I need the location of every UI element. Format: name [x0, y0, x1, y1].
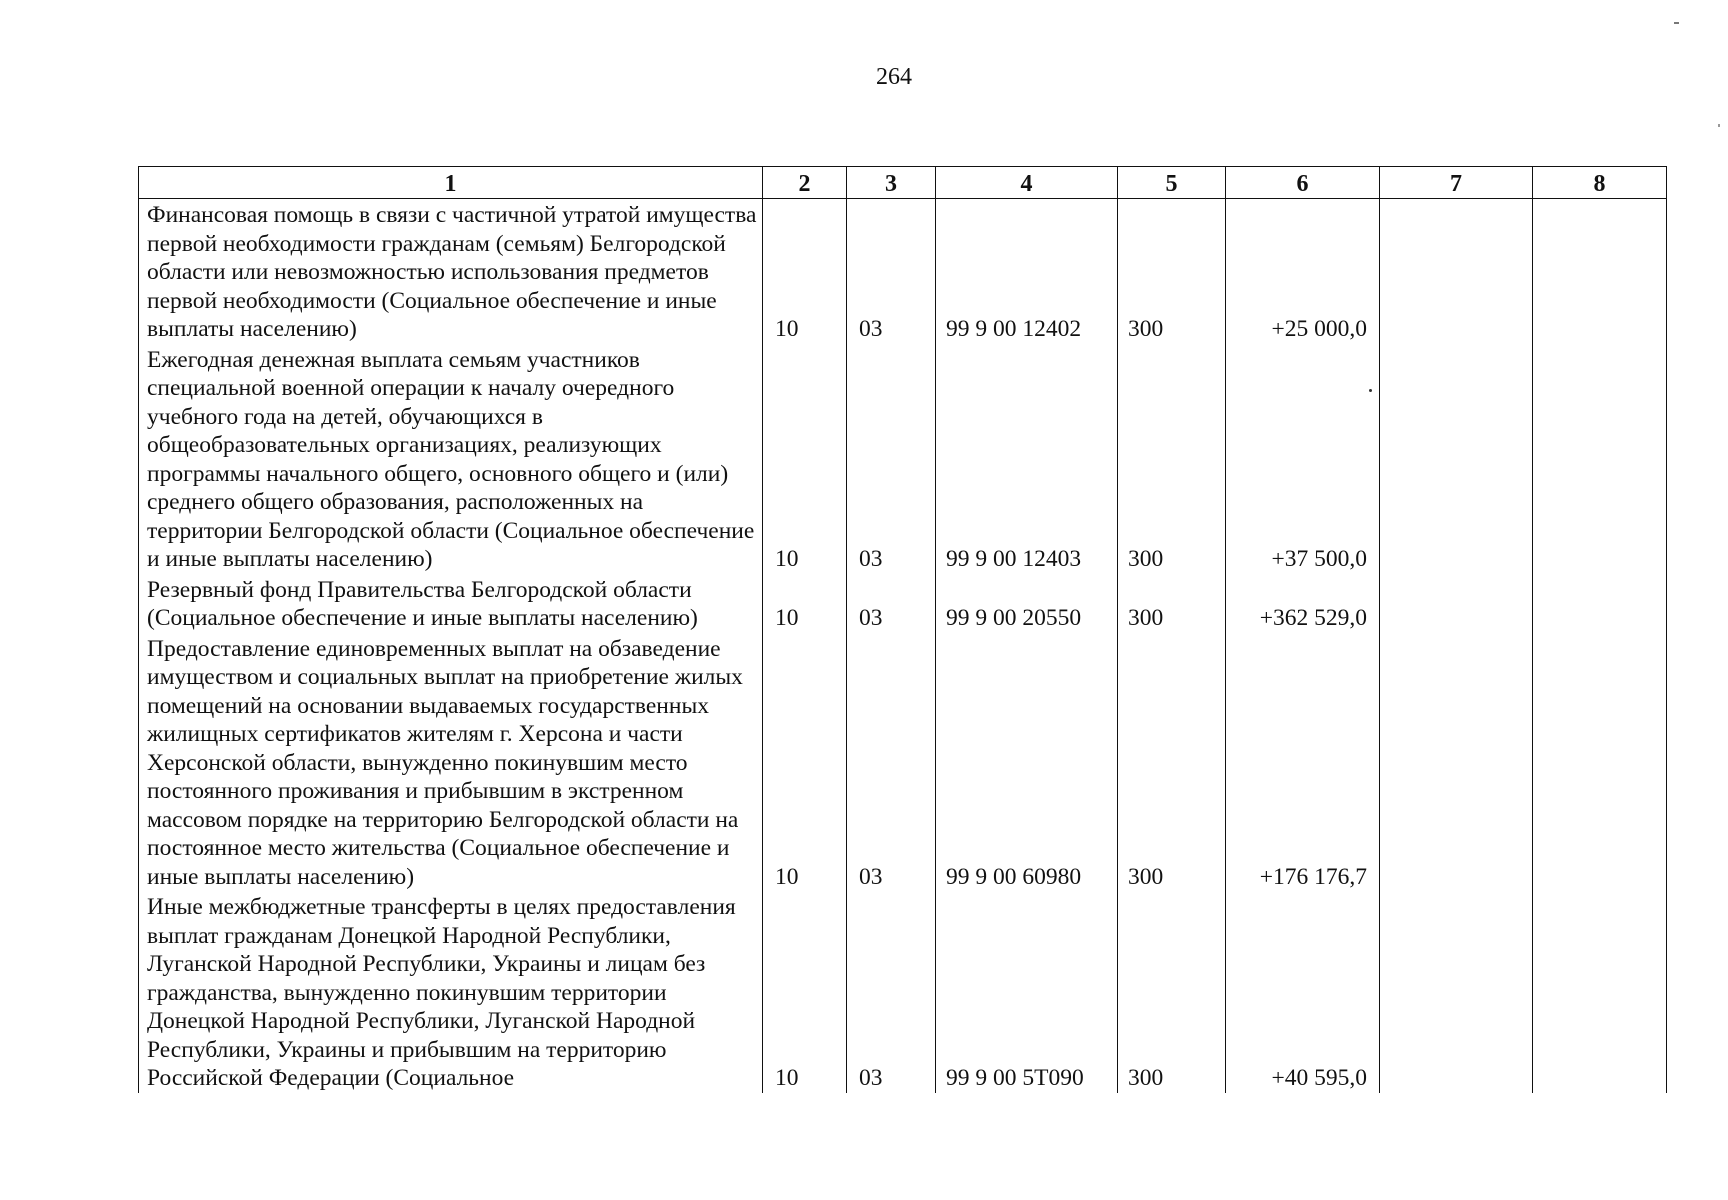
- row-description: Резервный фонд Правительства Белгородской области (Социальное обеспечение и иные выплаты населению): [139, 574, 763, 633]
- row-expense-type: 300: [1118, 574, 1226, 633]
- row-amount: +176 176,7: [1226, 633, 1380, 892]
- row-expense-type: 300: [1118, 891, 1226, 1093]
- row-amount: +37 500,0: [1226, 344, 1380, 574]
- table-row: [139, 199, 1667, 344]
- row-target-article: 99 9 00 12402: [936, 199, 1118, 344]
- column-header: 6: [1226, 167, 1380, 199]
- row-subsection-code: 03: [847, 199, 936, 344]
- row-expense-type: 300: [1118, 199, 1226, 344]
- row-amount: +25 000,0: [1226, 199, 1380, 344]
- row-section-code: 10: [763, 199, 847, 344]
- header-row: [139, 167, 1667, 199]
- table-row: [139, 891, 1667, 1093]
- row-empty-cell: [1533, 344, 1667, 574]
- table-row: [139, 633, 1667, 892]
- table-row: [139, 344, 1667, 574]
- row-description: Финансовая помощь в связи с частичной утратой имущества первой необходимости гражданам (семьям) Белгородской области или невозможностью использования предметов первой необходимости (Социальное обеспечение и иные выплаты населению): [139, 199, 763, 344]
- scan-artifact: [1674, 22, 1679, 24]
- row-description: Ежегодная денежная выплата семьям участников специальной военной операции к началу очередного учебного года на детей, обучающихся в общеобразовательных организациях, реализующих программы начального общего, основного общего и (или) среднего общего образования, расположенных на территории Белгородской области (Социальное обеспечение и иные выплаты населению): [139, 344, 763, 574]
- column-header: 5: [1118, 167, 1226, 199]
- row-target-article: 99 9 00 5Т090: [936, 891, 1118, 1093]
- row-target-article: 99 9 00 12403: [936, 344, 1118, 574]
- row-empty-cell: [1533, 574, 1667, 633]
- row-empty-cell: [1533, 891, 1667, 1093]
- row-amount: +40 595,0: [1226, 891, 1380, 1093]
- row-subsection-code: 03: [847, 633, 936, 892]
- row-description: Иные межбюджетные трансферты в целях предоставления выплат гражданам Донецкой Народной Республики, Луганской Народной Республики, Украины и лицам без гражданства, вынужденно покинувшим территории Донецкой Народной Республики, Луганской Народной Республики, Украины и прибывшим на территорию Российской Федерации (Социальное: [139, 891, 763, 1093]
- row-empty-cell: [1380, 891, 1533, 1093]
- column-header: 1: [139, 167, 763, 199]
- row-empty-cell: [1380, 199, 1533, 344]
- row-target-article: 99 9 00 20550: [936, 574, 1118, 633]
- row-section-code: 10: [763, 344, 847, 574]
- column-header: 2: [763, 167, 847, 199]
- row-subsection-code: 03: [847, 891, 936, 1093]
- budget-table: [138, 166, 1667, 1093]
- row-section-code: 10: [763, 574, 847, 633]
- row-empty-cell: [1380, 633, 1533, 892]
- row-empty-cell: [1380, 574, 1533, 633]
- row-empty-cell: [1380, 344, 1533, 574]
- row-section-code: 10: [763, 633, 847, 892]
- page-number: 264: [876, 64, 912, 90]
- row-target-article: 99 9 00 60980: [936, 633, 1118, 892]
- table-row: [139, 574, 1667, 633]
- row-expense-type: 300: [1118, 633, 1226, 892]
- column-header: 3: [847, 167, 936, 199]
- row-subsection-code: 03: [847, 344, 936, 574]
- column-header: 4: [936, 167, 1118, 199]
- scan-artifact: [1718, 124, 1720, 127]
- column-header: 8: [1533, 167, 1667, 199]
- row-expense-type: 300: [1118, 344, 1226, 574]
- row-description: Предоставление единовременных выплат на обзаведение имуществом и социальных выплат на приобретение жилых помещений на основании выдаваемых государственных жилищных сертификатов жителям г. Херсона и части Херсонской области, вынужденно покинувшим место постоянного проживания и прибывшим в экстренном массовом порядке на территорию Белгородской области на постоянное место жительства (Социальное обеспечение и иные выплаты населению): [139, 633, 763, 892]
- column-header: 7: [1380, 167, 1533, 199]
- row-section-code: 10: [763, 891, 847, 1093]
- row-subsection-code: 03: [847, 574, 936, 633]
- row-amount: +362 529,0: [1226, 574, 1380, 633]
- row-empty-cell: [1533, 199, 1667, 344]
- row-empty-cell: [1533, 633, 1667, 892]
